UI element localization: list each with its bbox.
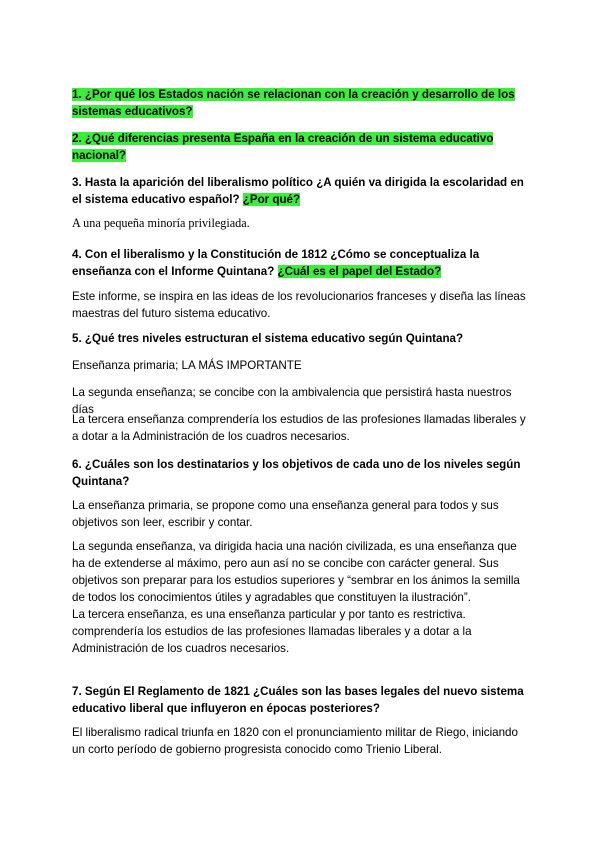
question-4 xyxy=(72,246,532,280)
question-2-text: 2. ¿Qué diferencias presenta España en la creación de un sistema educativo nacional? xyxy=(72,132,494,162)
question-5: 5. ¿Qué tres niveles estructuran el sistema educativo según Quintana? xyxy=(72,332,464,345)
answer-5-secondary: La segunda enseñanza; se concibe con la ambivalencia que persistirá hasta nuestros días xyxy=(72,386,512,416)
answer-3: A una pequeña minoría privilegiada. xyxy=(72,216,250,230)
question-2 xyxy=(72,130,532,164)
question-3-text: 3. Hasta la aparición del liberalismo político ¿A quién va dirigida la escolaridad en el sistema educativo español? xyxy=(72,176,524,206)
answer-6-secondary: La segunda enseñanza, va dirigida hacia una nación civilizada, es una enseñanza que ha de extenderse al máximo, pero aun así no se concibe con carácter general. Sus objetivos son preparar para los estudios superiores y “sembrar en los ánimos la semilla de todos los conocimientos útiles y agradables que constituyen la ilustración”. xyxy=(72,540,520,604)
question-6: 6. ¿Cuáles son los destinatarios y los objetivos de cada uno de los niveles según Quintana? xyxy=(72,458,521,488)
question-1 xyxy=(72,86,532,120)
answer-6-tertiary: La tercera enseñanza, es una enseñanza particular y por tanto es restrictiva. comprendería los estudios de las profesiones llamadas liberales y a dotar a la Administración de los cuadros necesarios. xyxy=(72,608,472,655)
question-7: 7. Según El Reglamento de 1821 ¿Cuáles son las bases legales del nuevo sistema educativo liberal que influyeron en épocas posteriores? xyxy=(72,685,524,715)
question-4-text: 4. Con el liberalismo y la Constitución de 1812 ¿Cómo se conceptualiza la enseñanza con el Informe Quintana? xyxy=(72,248,480,278)
question-1-text: 1. ¿Por qué los Estados nación se relacionan con la creación y desarrollo de los sistemas educativos? xyxy=(72,88,515,118)
question-3 xyxy=(72,174,532,208)
answer-5-tertiary: La tercera enseñanza comprendería los estudios de las profesiones llamadas liberales y a dotar a la Administración de los cuadros necesarios. xyxy=(72,413,526,443)
question-3-highlight: ¿Por qué? xyxy=(242,193,301,206)
answer-4: Este informe, se inspira en las ideas de los revolucionarios franceses y diseña las líneas maestras del futuro sistema educativo. xyxy=(72,290,526,320)
answer-7: El liberalismo radical triunfa en 1820 con el pronunciamiento militar de Riego, iniciando un corto período de gobierno progresista conocido como Trienio Liberal. xyxy=(72,726,518,756)
answer-6-primary: La enseñanza primaria, se propone como una enseñanza general para todos y sus objetivos son leer, escribir y contar. xyxy=(72,499,499,529)
answer-5-primary: Enseñanza primaria; LA MÁS IMPORTANTE xyxy=(72,359,302,372)
question-4-highlight: ¿Cuál es el papel del Estado? xyxy=(277,265,442,278)
